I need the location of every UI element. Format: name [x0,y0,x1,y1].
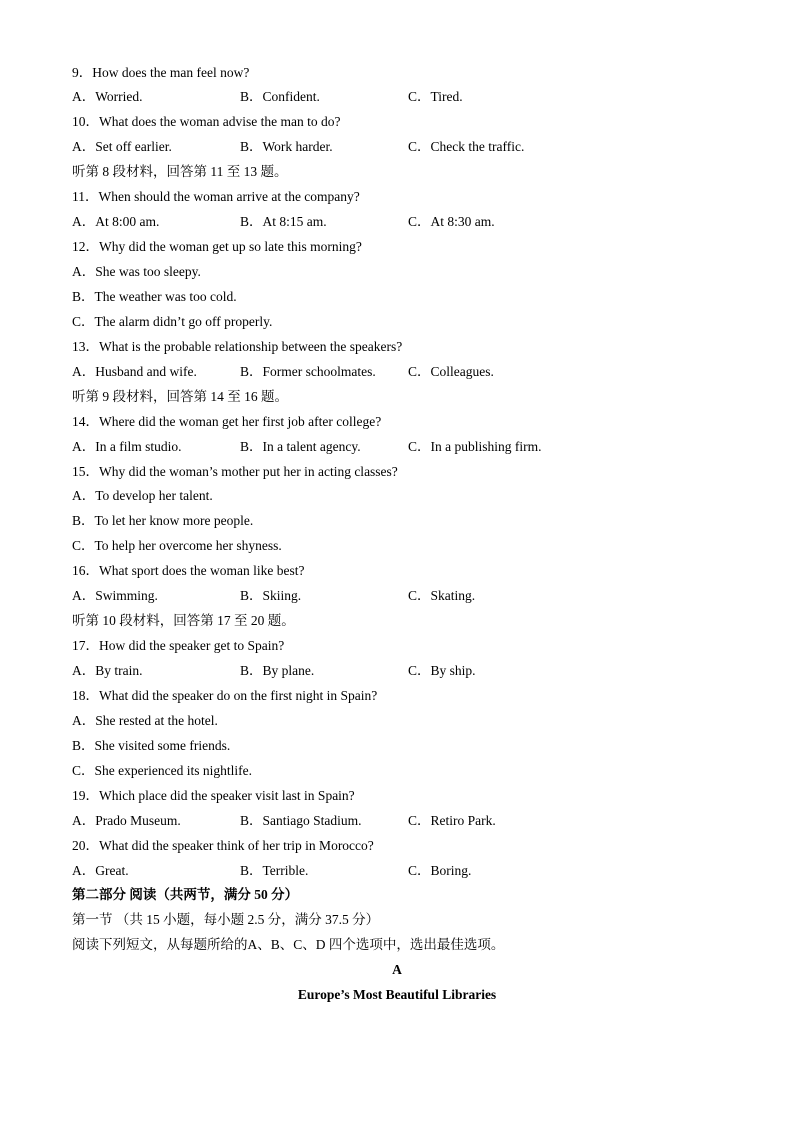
option-c: C．Tired. [408,89,463,105]
option-a: A．Great. [72,862,129,878]
question-stem: 11．When should the woman arrive at the company? [72,189,360,205]
option-b: B．By plane. [240,663,315,678]
option-c: C．Skating. [408,588,476,604]
option-b: B．Work harder. [240,139,333,155]
question-options [72,859,732,884]
question-stem: 14．Where did the woman get her first job after college? [72,413,382,429]
question-stem: 19．Which place did the speaker visit last in Spain? [72,787,355,803]
question-options [72,659,732,684]
option-c: C．The alarm didn’t go off properly. [72,313,273,329]
option-a: A．Husband and wife. [72,363,197,379]
option-c: C．Boring. [408,862,472,878]
reading-directions: 阅读下列短文，从每题所给的A、B、C、D 四个选项中，选出最佳选项。 [72,937,505,953]
question-stem: 16．What sport does the woman like best? [72,563,305,579]
option-b: B．Terrible. [240,862,309,878]
option-c: C．Colleagues. [408,363,494,379]
option-a: A．She was too sleepy. [72,264,201,279]
option-a: A．Prado Museum. [72,812,181,828]
option-a: A．Set off earlier. [72,139,172,155]
option-a: A．Swimming. [72,588,158,604]
part-title: 第二部分 阅读（共两节，满分 50 分） [72,887,299,903]
listening-section [72,61,732,1009]
question-stem: 13．What is the probable relationship between the speakers? [72,338,403,354]
option-b: B．Santiago Stadium. [240,812,362,828]
option-b: B．The weather was too cold. [72,288,237,304]
section-title: 第一节 （共 15 小题，每小题 2.5 分，满分 37.5 分） [72,912,380,928]
option-a: A．She rested at the hotel. [72,712,218,728]
passage-label: A [392,962,402,978]
question-options [72,360,732,385]
option-b: B．She visited some friends. [72,737,231,753]
option-a: A．To develop her talent. [72,488,213,504]
question-options [72,135,732,160]
question-stem: 10．What does the woman advise the man to do? [72,114,341,130]
option-b: B．In a talent agency. [240,438,361,454]
option-b: B．At 8:15 am. [240,214,327,230]
question-options [72,809,732,834]
option-b: B．Former schoolmates. [240,363,376,379]
question-options [72,435,732,460]
question-options [72,210,732,235]
segment-instruction: 听第 9 段材料，回答第 14 至 16 题。 [72,388,288,404]
question-stem: 18．What did the speaker do on the first night in Spain? [72,687,378,703]
question-stem: 12．Why did the woman get up so late this morning? [72,239,362,255]
option-c: C．At 8:30 am. [408,214,495,230]
option-c: C．In a publishing firm. [408,438,542,454]
option-c: C．To help her overcome her shyness. [72,538,282,554]
passage-title: Europe’s Most Beautiful Libraries [297,987,497,1003]
option-c: C．She experienced its nightlife. [72,762,252,778]
option-b: B．Confident. [240,89,320,105]
segment-instruction: 听第 8 段材料，回答第 11 至 13 题。 [72,164,288,180]
option-c: C．Retiro Park. [408,812,496,828]
segment-instruction: 听第 10 段材料，回答第 17 至 20 题。 [72,613,295,629]
option-b: B．Skiing. [240,588,302,604]
question-stem: 17．How did the speaker get to Spain? [72,638,285,654]
option-a: A．At 8:00 am. [72,214,160,230]
option-a: A．In a film studio. [72,438,182,454]
question-stem: 9．How does the man feel now? [72,64,250,80]
question-stem: 20．What did the speaker think of her trip in Morocco? [72,837,374,853]
option-a: A．Worried. [72,89,143,105]
option-c: C．By ship. [408,663,476,678]
option-c: C．Check the traffic. [408,139,525,155]
question-options [72,584,732,609]
question-options [72,85,732,110]
option-a: A．By train. [72,663,143,678]
option-b: B．To let her know more people. [72,513,254,529]
question-stem: 15．Why did the woman’s mother put her in acting classes? [72,463,398,479]
